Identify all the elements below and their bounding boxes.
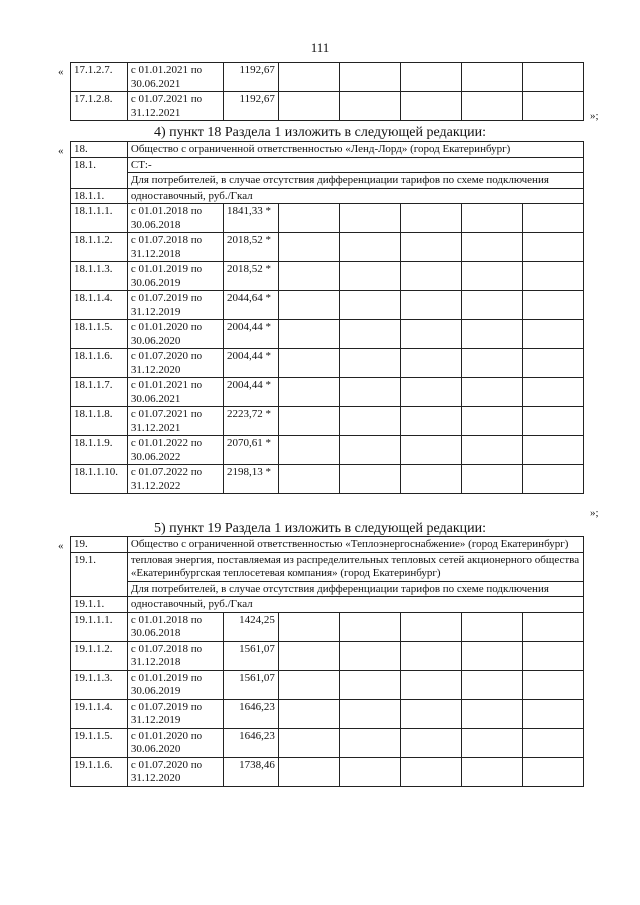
section-heading-18: 4) пункт 18 Раздела 1 изложить в следующей редакции:: [154, 125, 486, 140]
empty-cell: [461, 670, 522, 699]
empty-cell: [339, 699, 400, 728]
table-row: [71, 699, 584, 728]
page-number: 111: [310, 40, 330, 55]
row-value: 2004,44 *: [224, 349, 279, 378]
empty-cell: [278, 436, 339, 465]
table-row: [71, 142, 584, 158]
org-code: 19.: [71, 537, 128, 553]
row-value: 1192,67: [224, 92, 279, 121]
empty-cell: [400, 728, 461, 757]
table-body-17: [71, 63, 584, 121]
row-code: 18.1.1.2.: [71, 233, 128, 262]
empty-cell: [522, 233, 583, 262]
empty-cell: [522, 63, 583, 92]
table-row: [71, 436, 584, 465]
empty-cell: [522, 262, 583, 291]
empty-cell: [400, 757, 461, 786]
row-code: 18.1.1.7.: [71, 378, 128, 407]
empty-cell: [339, 728, 400, 757]
empty-cell: [339, 349, 400, 378]
empty-cell: [278, 63, 339, 92]
empty-cell: [400, 233, 461, 262]
table-row: [71, 537, 584, 553]
empty-cell: [339, 670, 400, 699]
row-value: 1646,23: [224, 699, 279, 728]
empty-cell: [461, 92, 522, 121]
row-value: 2004,44 *: [224, 320, 279, 349]
row-value: 2198,13 *: [224, 465, 279, 494]
empty-cell: [278, 92, 339, 121]
row-code: 17.1.2.8.: [71, 92, 128, 121]
table-row: [71, 233, 584, 262]
sub-text: СТ:-: [127, 157, 583, 173]
table-header-18: [71, 142, 584, 204]
table-row: [71, 157, 584, 173]
empty-cell: [461, 728, 522, 757]
empty-cell: [522, 465, 583, 494]
empty-cell: [278, 670, 339, 699]
row-code: 19.1.1.3.: [71, 670, 128, 699]
row-period: с 01.01.2018 по 30.06.2018: [127, 204, 223, 233]
table-body-18: [71, 204, 584, 494]
empty-cell: [278, 465, 339, 494]
row-period: с 01.07.2021 по 31.12.2021: [127, 92, 223, 121]
org-name: Общество с ограниченной ответственностью «Ленд-Лорд» (город Екатеринбург): [127, 142, 583, 158]
empty-cell: [400, 92, 461, 121]
rate-code: 18.1.1.: [71, 188, 128, 204]
empty-cell: [400, 436, 461, 465]
table-row: [71, 188, 584, 204]
empty-cell: [339, 320, 400, 349]
empty-cell: [400, 320, 461, 349]
empty-cell: [522, 641, 583, 670]
empty-cell: [278, 262, 339, 291]
empty-cell: [461, 320, 522, 349]
table-row: [71, 670, 584, 699]
empty-cell: [278, 204, 339, 233]
row-code: 19.1.1.1.: [71, 612, 128, 641]
row-value: 1738,46: [224, 757, 279, 786]
empty-cell: [522, 204, 583, 233]
tariff-table-18: [70, 141, 584, 494]
empty-cell: [339, 262, 400, 291]
empty-cell: [400, 63, 461, 92]
empty-cell: [522, 349, 583, 378]
row-value: 1561,07: [224, 641, 279, 670]
table-row: [71, 349, 584, 378]
table-row: [71, 552, 584, 581]
table-row: [71, 641, 584, 670]
table-row: [71, 92, 584, 121]
row-period: с 01.07.2019 по 31.12.2019: [127, 699, 223, 728]
empty-cell: [522, 436, 583, 465]
row-period: с 01.01.2020 по 30.06.2020: [127, 320, 223, 349]
row-code: 18.1.1.3.: [71, 262, 128, 291]
section-heading-19: 5) пункт 19 Раздела 1 изложить в следующей редакции:: [154, 521, 486, 536]
row-period: с 01.01.2018 по 30.06.2018: [127, 612, 223, 641]
empty-cell: [339, 757, 400, 786]
row-value: 1646,23: [224, 728, 279, 757]
empty-cell: [522, 291, 583, 320]
table-row: [71, 465, 584, 494]
empty-cell: [461, 699, 522, 728]
table-row: [71, 262, 584, 291]
empty-cell: [461, 349, 522, 378]
rate-code: 19.1.1.: [71, 597, 128, 613]
row-value: 2044,64 *: [224, 291, 279, 320]
empty-cell: [339, 378, 400, 407]
row-period: с 01.01.2019 по 30.06.2019: [127, 262, 223, 291]
row-code: 18.1.1.9.: [71, 436, 128, 465]
empty-cell: [400, 612, 461, 641]
org-name: Общество с ограниченной ответственностью «Теплоэнергоснабжение» (город Екатеринбург): [127, 537, 583, 553]
consumers-text: Для потребителей, в случае отсутствия дифференциации тарифов по схеме подключения: [127, 173, 583, 189]
empty-cell: [461, 204, 522, 233]
table-row: [71, 378, 584, 407]
row-code: 18.1.1.10.: [71, 465, 128, 494]
empty-cell: [339, 63, 400, 92]
row-value: 2004,44 *: [224, 378, 279, 407]
empty-cell: [339, 204, 400, 233]
empty-cell: [461, 641, 522, 670]
row-code: 18.1.1.4.: [71, 291, 128, 320]
empty-cell: [400, 378, 461, 407]
row-code: 18.1.1.5.: [71, 320, 128, 349]
row-period: с 01.01.2019 по 30.06.2019: [127, 670, 223, 699]
empty-cell: [522, 699, 583, 728]
empty-cell: [522, 92, 583, 121]
empty-cell: [278, 233, 339, 262]
row-period: с 01.07.2018 по 31.12.2018: [127, 641, 223, 670]
empty-cell: [461, 465, 522, 494]
table-row: [71, 320, 584, 349]
empty-cell: [461, 757, 522, 786]
closing-quote-b: »;: [590, 507, 599, 519]
sub-text: тепловая энергия, поставляемая из распределительных тепловых сетей акционерного общества «Екатеринбургская теплосетевая компания» (город Екатеринбург): [127, 552, 583, 581]
empty-cell: [339, 407, 400, 436]
empty-cell: [278, 641, 339, 670]
empty-cell: [400, 699, 461, 728]
empty-cell: [400, 465, 461, 494]
empty-cell: [278, 320, 339, 349]
row-value: 1424,25: [224, 612, 279, 641]
empty-cell: [400, 349, 461, 378]
row-period: с 01.01.2021 по 30.06.2021: [127, 63, 223, 92]
empty-cell: [278, 291, 339, 320]
row-code: 18.1.1.1.: [71, 204, 128, 233]
empty-cell: [278, 349, 339, 378]
row-code: 17.1.2.7.: [71, 63, 128, 92]
row-period: с 01.07.2018 по 31.12.2018: [127, 233, 223, 262]
empty-cell: [400, 291, 461, 320]
empty-cell: [461, 291, 522, 320]
empty-cell: [522, 320, 583, 349]
row-period: с 01.01.2022 по 30.06.2022: [127, 436, 223, 465]
table-row: [71, 612, 584, 641]
empty-cell: [461, 436, 522, 465]
empty-cell: [339, 291, 400, 320]
sub-code: 18.1.: [71, 157, 128, 188]
empty-cell: [400, 204, 461, 233]
row-period: с 01.07.2020 по 31.12.2020: [127, 757, 223, 786]
empty-cell: [400, 262, 461, 291]
row-value: 2223,72 *: [224, 407, 279, 436]
empty-cell: [339, 465, 400, 494]
empty-cell: [339, 641, 400, 670]
empty-cell: [339, 612, 400, 641]
empty-cell: [339, 233, 400, 262]
row-code: 19.1.1.2.: [71, 641, 128, 670]
opening-quote-a: «: [58, 66, 64, 78]
tariff-table-17: [70, 62, 584, 121]
row-value: 2018,52 *: [224, 262, 279, 291]
empty-cell: [278, 699, 339, 728]
row-code: 19.1.1.5.: [71, 728, 128, 757]
table-row: [71, 407, 584, 436]
row-period: с 01.07.2021 по 31.12.2021: [127, 407, 223, 436]
empty-cell: [522, 670, 583, 699]
empty-cell: [461, 612, 522, 641]
rate-text: одноставочный, руб./Гкал: [127, 597, 583, 613]
row-value: 1841,33 *: [224, 204, 279, 233]
table-row: [71, 173, 584, 189]
empty-cell: [339, 92, 400, 121]
row-period: с 01.07.2020 по 31.12.2020: [127, 349, 223, 378]
opening-quote-c: «: [58, 540, 64, 552]
empty-cell: [278, 378, 339, 407]
empty-cell: [400, 670, 461, 699]
table-body-19: [71, 612, 584, 786]
empty-cell: [400, 407, 461, 436]
org-code: 18.: [71, 142, 128, 158]
table-row: [71, 291, 584, 320]
row-code: 18.1.1.6.: [71, 349, 128, 378]
empty-cell: [522, 378, 583, 407]
table-row: [71, 581, 584, 597]
row-period: с 01.07.2019 по 31.12.2019: [127, 291, 223, 320]
row-period: с 01.01.2020 по 30.06.2020: [127, 728, 223, 757]
table-row: [71, 728, 584, 757]
empty-cell: [278, 757, 339, 786]
table-row: [71, 63, 584, 92]
tariff-table-19: [70, 536, 584, 787]
consumers-text: Для потребителей, в случае отсутствия дифференциации тарифов по схеме подключения: [127, 581, 583, 597]
closing-quote-a: »;: [590, 110, 599, 122]
table-row: [71, 204, 584, 233]
row-code: 19.1.1.4.: [71, 699, 128, 728]
empty-cell: [461, 262, 522, 291]
row-period: с 01.01.2021 по 30.06.2021: [127, 378, 223, 407]
table-row: [71, 597, 584, 613]
empty-cell: [522, 612, 583, 641]
table-header-19: [71, 537, 584, 613]
empty-cell: [339, 436, 400, 465]
empty-cell: [461, 233, 522, 262]
rate-text: одноставочный, руб./Гкал: [127, 188, 583, 204]
empty-cell: [522, 407, 583, 436]
row-code: 18.1.1.8.: [71, 407, 128, 436]
empty-cell: [278, 728, 339, 757]
empty-cell: [278, 407, 339, 436]
empty-cell: [461, 63, 522, 92]
empty-cell: [522, 757, 583, 786]
empty-cell: [461, 407, 522, 436]
sub-code: 19.1.: [71, 552, 128, 597]
empty-cell: [522, 728, 583, 757]
row-code: 19.1.1.6.: [71, 757, 128, 786]
row-period: с 01.07.2022 по 31.12.2022: [127, 465, 223, 494]
empty-cell: [461, 378, 522, 407]
empty-cell: [400, 641, 461, 670]
row-value: 1192,67: [224, 63, 279, 92]
row-value: 2070,61 *: [224, 436, 279, 465]
table-row: [71, 757, 584, 786]
opening-quote-b: «: [58, 145, 64, 157]
row-value: 1561,07: [224, 670, 279, 699]
row-value: 2018,52 *: [224, 233, 279, 262]
empty-cell: [278, 612, 339, 641]
